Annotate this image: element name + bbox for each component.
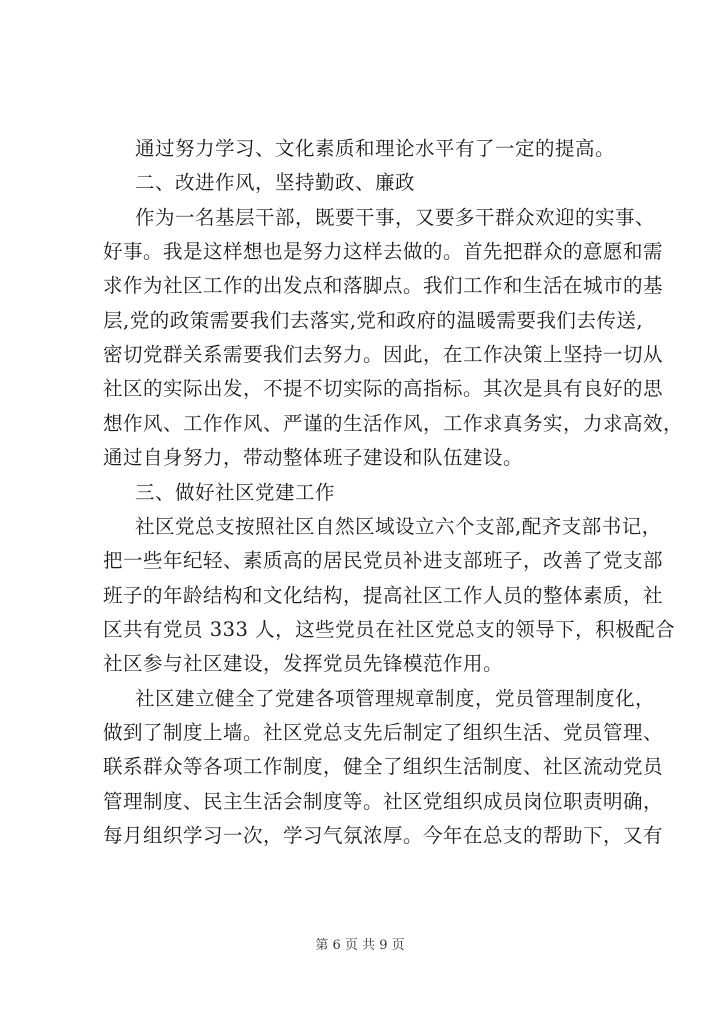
text-line: 层,党的政策需要我们去落实,党和政府的温暖需要我们去传送, [103,308,644,332]
text-line: 好事。我是这样想也是努力这样去做的。首先把群众的意愿和需 [103,240,664,264]
text-line: 想作风、工作作风、严谨的生活作风，工作求真务实，力求高效， [103,411,684,435]
text-line: 通过努力学习、文化素质和理论水平有了一定的提高。 [135,137,616,160]
page-footer: 第 6 页 共 9 页 [315,938,405,953]
text-line: 做到了制度上墙。社区党总支先后制定了组织生活、党员管理、 [103,720,664,744]
text-line: 求作为社区工作的出发点和落脚点。我们工作和生活在城市的基 [103,274,664,298]
text-line: 二、改进作风，坚持勤政、廉政 [135,171,416,195]
text-line: 密切党群关系需要我们去努力。因此，在工作决策上坚持一切从 [103,343,664,367]
text-line: 社区参与社区建设，发挥党员先锋模范作用。 [103,652,504,676]
text-line: 每月组织学习一次，学习气氛浓厚。今年在总支的帮助下，又有 [103,824,664,847]
text-line: 社区的实际出发，不提不切实际的高指标。其次是具有良好的思 [103,377,664,401]
text-line: 把一些年纪轻、素质高的居民党员补进支部班子，改善了党支部 [103,549,664,573]
text-line: 三、做好社区党建工作 [135,480,336,504]
text-line: 社区建立健全了党建各项管理规章制度，党员管理制度化， [135,686,656,710]
text-line: 通过自身努力，带动整体班子建设和队伍建设。 [103,446,524,470]
text-line: 社区党总支按照社区自然区域设立六个支部,配齐支部书记， [135,514,662,538]
text-line: 班子的年龄结构和文化结构，提高社区工作人员的整体素质，社 [103,583,664,607]
text-line: 联系群众等各项工作制度，健全了组织生活制度、社区流动党员 [103,755,664,779]
text-line: 作为一名基层干部，既要干事，又要多干群众欢迎的实事、 [135,205,656,229]
text-line: 管理制度、民主生活会制度等。社区党组织成员岗位职责明确， [103,789,664,813]
text-line: 区共有党员 333 人，这些党员在社区党总支的领导下，积极配合 [103,617,676,641]
